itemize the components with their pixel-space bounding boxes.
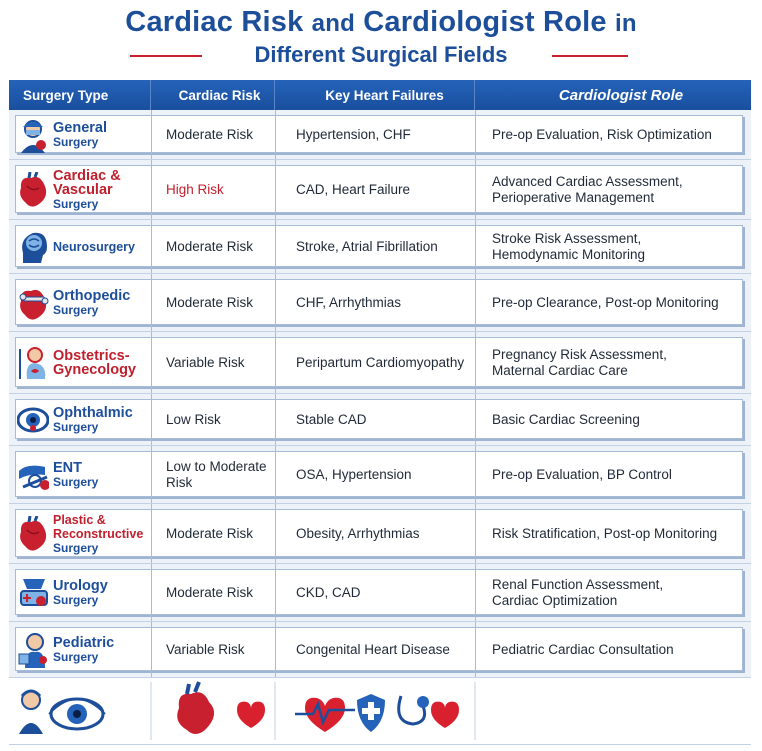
table-row <box>9 274 751 332</box>
surgery-type <box>53 406 133 434</box>
surgery-table <box>9 80 751 744</box>
cardiologist-role: Risk Stratification, Post-op Monitoring <box>492 525 718 541</box>
heart-failures-cell <box>275 160 475 219</box>
footer-illustration-row <box>9 678 751 745</box>
key-heart-failures: OSA, Hypertension <box>296 466 412 482</box>
surgery-type <box>53 636 114 664</box>
cardiac-risk-cell <box>151 110 275 159</box>
surgery-type <box>53 349 136 377</box>
heart-bone-icon <box>17 285 49 321</box>
cardiac-risk-cell <box>151 446 275 503</box>
cardiac-risk: High Risk <box>166 181 224 197</box>
surgeon-icon <box>17 117 49 153</box>
surgery-name: Ophthalmic <box>53 404 133 421</box>
heart-failures-cell <box>275 220 475 273</box>
surgery-name: Cardiac & Vascular <box>53 167 121 198</box>
surgery-sub: Surgery <box>53 540 99 555</box>
surgery-type-cell <box>9 160 151 219</box>
key-heart-failures: Stable CAD <box>296 411 367 427</box>
cardiac-risk-cell <box>151 504 275 563</box>
cardiologist-role: Pre-op Evaluation, BP Control <box>492 466 672 482</box>
key-heart-failures: CHF, Arrhythmias <box>296 294 402 310</box>
surgery-type <box>53 240 135 254</box>
cardiac-risk: Moderate Risk <box>166 525 254 541</box>
key-heart-failures: CKD, CAD <box>296 584 361 600</box>
surgery-name: Orthopedic <box>53 287 131 304</box>
title-part-in: in <box>614 10 637 37</box>
table-row <box>9 160 751 220</box>
cardiac-risk: Low Risk <box>166 411 221 427</box>
surgery-type-cell <box>9 504 151 563</box>
key-heart-failures: Congenital Heart Disease <box>296 641 450 657</box>
heart-failures-cell <box>275 622 475 677</box>
heart-failures-cell <box>275 274 475 331</box>
key-heart-failures: Obesity, Arrhythmias <box>296 525 420 541</box>
cardiologist-role-cell <box>475 446 745 503</box>
table-row <box>9 622 751 678</box>
surgery-type-cell <box>9 622 151 677</box>
cardiac-risk-cell <box>151 622 275 677</box>
surgery-name: Plastic & Reconstructive <box>53 512 144 541</box>
cardiac-risk-cell <box>151 274 275 331</box>
heart-failures-cell <box>275 332 475 393</box>
surgery-sub: Surgery <box>53 134 99 149</box>
heart-failures-cell <box>275 394 475 445</box>
table-header <box>9 80 751 110</box>
cardiologist-role-cell <box>475 160 745 219</box>
heart-failures-cell <box>275 564 475 621</box>
cardiologist-role: Pre-op Clearance, Post-op Monitoring <box>492 294 719 310</box>
cardiac-risk: Variable Risk <box>166 354 245 370</box>
cardiac-risk: Moderate Risk <box>166 238 254 254</box>
title-block <box>0 0 762 76</box>
surgery-name: ENT <box>53 459 82 476</box>
cardiologist-role: Basic Cardiac Screening <box>492 411 640 427</box>
key-heart-failures: Stroke, Atrial Fibrillation <box>296 238 438 254</box>
surgery-type <box>53 169 121 211</box>
cardiologist-role: Advanced Cardiac Assessment, Perioperative Management <box>492 173 683 205</box>
surgery-name: General <box>53 119 107 136</box>
cardiologist-role-cell <box>475 564 745 621</box>
cardiac-risk: Low to Moderate Risk <box>166 458 267 490</box>
surgery-type-cell <box>9 220 151 273</box>
cardiac-risk: Variable Risk <box>166 641 245 657</box>
surgery-sub: Surgery <box>53 196 99 211</box>
page-subtitle: Different Surgical Fields <box>254 42 508 67</box>
header-key-heart-failures: Key Heart Failures <box>275 80 475 110</box>
cardiologist-role-cell <box>475 504 745 563</box>
key-heart-failures: Peripartum Cardiomyopathy <box>296 354 465 370</box>
surgery-name: Neurosurgery <box>53 239 135 254</box>
cardiac-risk-cell <box>151 394 275 445</box>
cardiologist-role-cell <box>475 332 745 393</box>
surgery-type-cell <box>9 446 151 503</box>
cardiac-risk: Moderate Risk <box>166 126 254 142</box>
cardiologist-role: Pregnancy Risk Assessment, Maternal Cardiac Care <box>492 346 667 378</box>
surgery-type-cell <box>9 564 151 621</box>
page-title <box>0 6 762 39</box>
footer-illustrations <box>9 678 751 744</box>
surgery-name: Obstetrics- Gynecology <box>53 347 136 378</box>
title-part-1: Cardiac Risk <box>125 6 304 38</box>
brain-head-icon <box>17 229 49 265</box>
cardio-symbols-icon <box>295 694 459 732</box>
cardiac-risk-cell <box>151 332 275 393</box>
surgery-sub: Surgery <box>53 649 99 664</box>
cardiac-risk-cell <box>151 564 275 621</box>
surgery-sub: Surgery <box>53 474 99 489</box>
key-heart-failures: CAD, Heart Failure <box>296 181 411 197</box>
cardiologist-role: Pre-op Evaluation, Risk Optimization <box>492 126 712 142</box>
cardiologist-role-cell <box>475 622 745 677</box>
heart-failures-cell <box>275 110 475 159</box>
table-row <box>9 332 751 394</box>
surgery-type <box>53 121 107 149</box>
cardiologist-role-cell <box>475 110 745 159</box>
header-cardiac-risk: Cardiac Risk <box>151 80 275 110</box>
cardiologist-role-cell <box>475 220 745 273</box>
cardiac-risk: Moderate Risk <box>166 584 254 600</box>
table-row <box>9 110 751 160</box>
heart-pair-icon <box>177 682 265 734</box>
surgery-type-cell <box>9 332 151 393</box>
title-part-and: and <box>311 10 355 37</box>
cardiac-risk: Moderate Risk <box>166 294 254 310</box>
title-rule-right <box>552 55 628 57</box>
doctor-eye-icon <box>19 691 105 734</box>
maternal-icon <box>17 345 49 381</box>
surgery-type-cell <box>9 274 151 331</box>
surgery-type <box>53 461 98 489</box>
cardiologist-role: Renal Function Assessment, Cardiac Optimization <box>492 576 664 608</box>
header-cardiologist-role: Cardiologist Role <box>558 87 684 104</box>
surgery-type-cell <box>9 394 151 445</box>
eye-icon <box>17 402 49 438</box>
cardiologist-role-cell <box>475 394 745 445</box>
surgery-name: Pediatric <box>53 634 115 651</box>
key-heart-failures: Hypertension, CHF <box>296 126 411 142</box>
title-part-2: Cardiologist Role <box>363 6 607 38</box>
cardiologist-role: Stroke Risk Assessment, Hemodynamic Monitoring <box>492 230 646 262</box>
surgery-sub: Surgery <box>53 302 99 317</box>
table-row <box>9 394 751 446</box>
table-row <box>9 504 751 564</box>
surgery-sub: Surgery <box>53 592 99 607</box>
surgery-type <box>53 289 130 317</box>
urology-icon <box>17 575 49 611</box>
table-row <box>9 564 751 622</box>
surgery-sub: Surgery <box>53 419 99 434</box>
surgery-type-cell <box>9 110 151 159</box>
cardiac-risk-cell <box>151 160 275 219</box>
heart-icon <box>17 172 49 208</box>
ent-icon <box>17 457 49 493</box>
cardiologist-role-cell <box>475 274 745 331</box>
cardiac-risk-cell <box>151 220 275 273</box>
surgery-name: Urology <box>53 577 108 594</box>
surgery-type <box>53 579 108 607</box>
heart-icon <box>17 516 49 552</box>
heart-failures-cell <box>275 504 475 563</box>
cardiologist-role: Pediatric Cardiac Consultation <box>492 641 674 657</box>
surgery-type <box>53 513 143 555</box>
table-row <box>9 220 751 274</box>
header-surgery-type: Surgery Type <box>9 80 151 110</box>
heart-failures-cell <box>275 446 475 503</box>
pediatric-icon <box>17 632 49 668</box>
table-row <box>9 446 751 504</box>
